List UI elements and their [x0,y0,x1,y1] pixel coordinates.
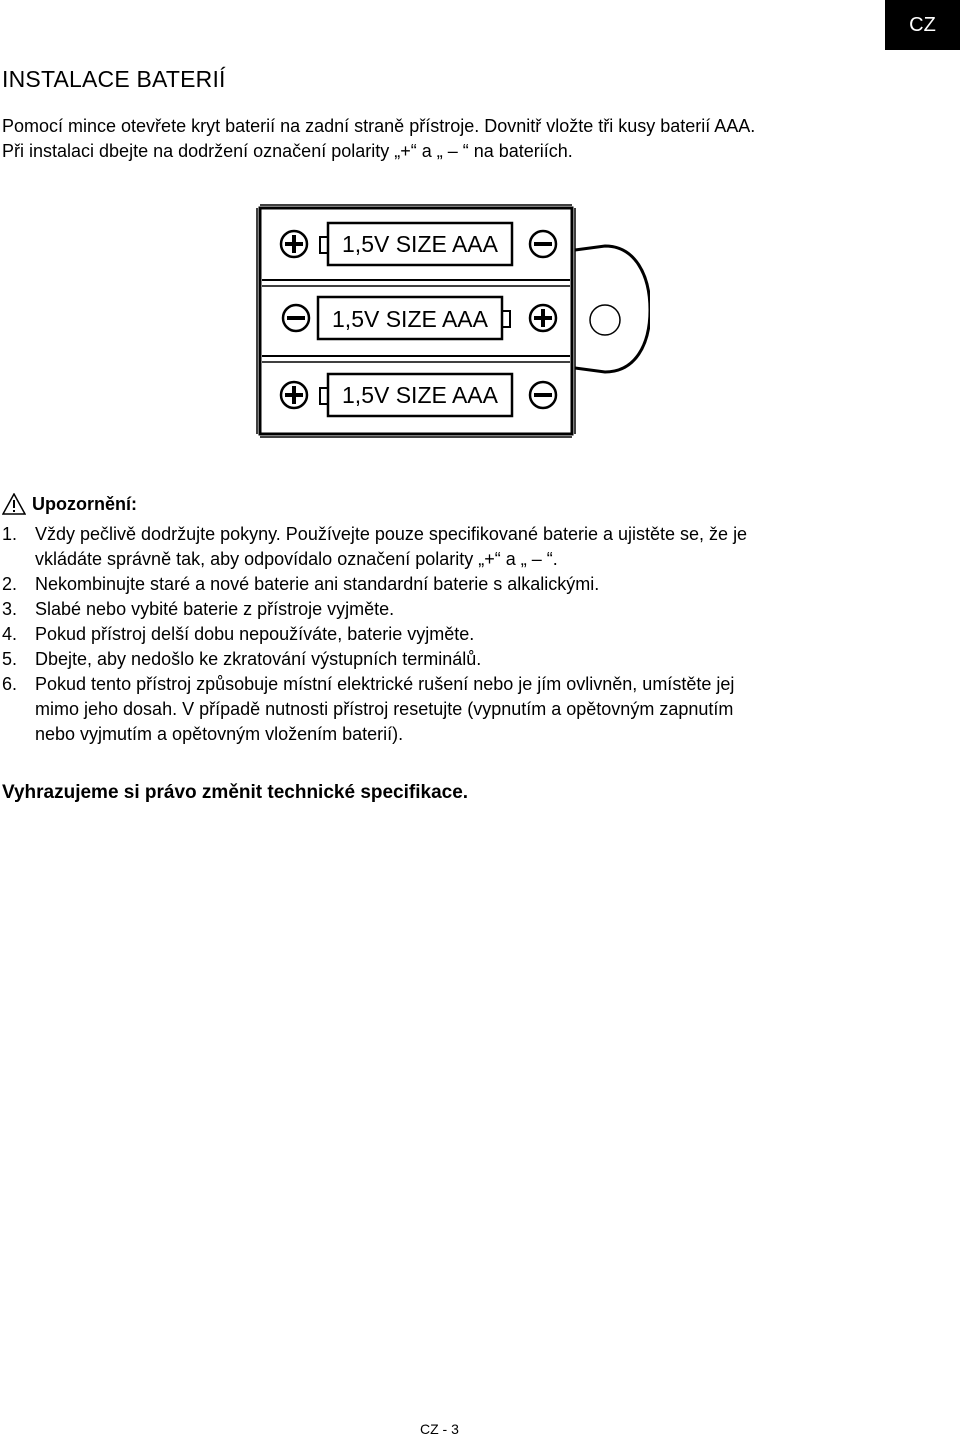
intro-line-1: Pomocí mince otevřete kryt baterií na zadní straně přístroje. Dovnitř vložte tři kusy baterií AAA. [2,116,756,136]
warning-list [2,522,882,747]
warning-heading-text: Upozornění: [32,493,137,514]
page-number: CZ - 3 [420,1421,459,1437]
list-item: 4. Pokud přístroj delší dobu nepoužíváte, baterie vyjměte. [2,624,475,644]
cover-tab [575,246,650,372]
battery-1-label: 1,5V SIZE AAA [342,231,498,257]
language-tab: CZ [885,0,960,50]
intro-paragraph [2,114,755,164]
battery-slot-3 [281,374,556,416]
specification-disclaimer: Vyhrazujeme si právo změnit technické specifikace. [2,782,469,803]
list-item: 6. Pokud tento přístroj způsobuje místní elektrické rušení nebo je jím ovlivněn, umístěte jej mimo jeho dosah. V případě nutnosti přístroj resetujte (vypnutím a opětovným zapnutím nebo vyjmutím a opětovným vložením baterií). [2,674,735,744]
battery-3-label: 1,5V SIZE AAA [342,382,498,408]
list-item: 2. Nekombinujte staré a nové baterie ani standardní baterie s alkalickými. [2,574,600,594]
page-title: INSTALACE BATERIÍ [2,66,226,92]
battery-slot-1 [281,223,556,265]
battery-2-label: 1,5V SIZE AAA [332,306,488,332]
coin-slot-hole [590,305,620,335]
battery-slot-2 [283,297,556,339]
battery-compartment-diagram [250,200,650,445]
list-item: 1. Vždy pečlivě dodržujte pokyny. Používejte pouze specifikované baterie a ujistěte se, že je vkládáte správně tak, aby odpovídalo označení polarity „+“ a „ – “. [2,524,748,569]
warning-heading [2,493,137,515]
warning-triangle-icon [2,493,26,515]
list-item: 5. Dbejte, aby nedošlo ke zkratování výstupních terminálů. [2,649,482,669]
list-item: 3. Slabé nebo vybité baterie z přístroje vyjměte. [2,599,395,619]
intro-line-2: Při instalaci dbejte na dodržení označení polarity „+“ a „ – “ na bateriích. [2,141,573,161]
